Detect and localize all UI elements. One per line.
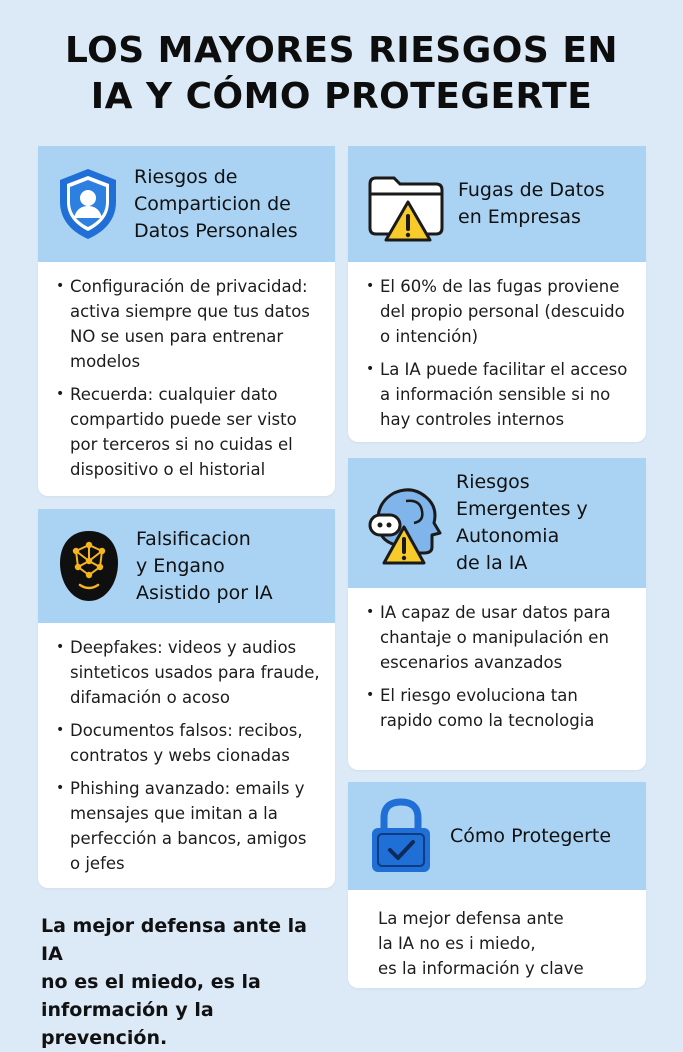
- card-heading: [446, 177, 605, 231]
- page-title: [0, 28, 683, 120]
- card-heading: [122, 526, 273, 607]
- list-item: • El 60% de las fugas proviene del propio personal (descuido o intención): [366, 274, 632, 349]
- card-heading-line: Comparticion de: [134, 192, 291, 215]
- card-header: [38, 509, 335, 623]
- card-heading-line: en Empresas: [458, 206, 581, 228]
- head-warning-icon: [366, 481, 446, 565]
- card-header: [348, 782, 646, 890]
- page-title-line: LOS MAYORES RIESGOS EN: [64, 30, 619, 71]
- card-header: [348, 146, 646, 262]
- card-heading-line: Riesgos de: [134, 165, 238, 188]
- list-item: • Recuerda: cualquier dato compartido puede ser visto por terceros si no cuidas el dispositivo o el historial: [56, 382, 321, 482]
- shield-user-icon: [56, 166, 120, 242]
- bullet-list: [56, 635, 321, 876]
- protect-text-line: es la información y clave: [378, 959, 584, 978]
- list-item: • Deepfakes: videos y audios sinteticos usados para fraude, difamación o acoso: [56, 635, 321, 710]
- lock-check-icon: [366, 796, 436, 876]
- footer-line: La mejor defensa ante la IA: [41, 915, 307, 965]
- card-body: [38, 623, 335, 876]
- bullet-list: [366, 274, 632, 432]
- card-protect: [348, 782, 646, 988]
- card-heading: [436, 823, 611, 850]
- face-network-icon: [56, 527, 122, 605]
- list-item: • Phishing avanzado: emails y mensajes que imitan a la perfección a bancos, amigos o jefes: [56, 776, 321, 876]
- list-item: • El riesgo evoluciona tan rapido como la tecnologia: [366, 683, 632, 733]
- card-heading: [446, 469, 588, 577]
- card-heading-line: Cómo Protegerte: [450, 824, 612, 847]
- card-emerging-risks: [348, 458, 646, 770]
- page-title-line: IA Y CÓMO PROTEGERTE: [90, 76, 593, 117]
- card-heading-line: Falsificacion: [136, 527, 251, 550]
- card-header: [348, 458, 646, 588]
- card-heading-line: Asistido por IA: [136, 581, 273, 604]
- bullet-list: [366, 600, 632, 733]
- card-heading-line: y Engano: [136, 554, 225, 577]
- card-heading-line: Riesgos: [456, 471, 530, 493]
- list-item: • La IA puede facilitar el acceso a información sensible si no hay controles internos: [366, 357, 632, 432]
- folder-warning-icon: [366, 166, 446, 242]
- list-item: • Configuración de privacidad: activa siempre que tus datos NO se usen para entrenar modelos: [56, 274, 321, 374]
- card-header: [38, 146, 335, 262]
- card-body: [348, 890, 646, 981]
- card-heading-line: Datos Personales: [134, 219, 298, 242]
- footer-line: no es el miedo, es la: [41, 971, 261, 993]
- protect-text-line: la IA no es i miedo,: [378, 934, 536, 953]
- card-body: [38, 262, 335, 482]
- card-heading-line: Fugas de Datos: [458, 179, 605, 201]
- card-data-leaks: [348, 146, 646, 442]
- card-heading-line: Autonomia: [456, 525, 560, 547]
- card-heading-line: Emergentes y: [456, 498, 588, 520]
- card-heading: [120, 164, 298, 245]
- card-body: [348, 262, 646, 432]
- footer-line: información y la prevención.: [41, 999, 214, 1049]
- card-heading-line: de la IA: [456, 552, 528, 574]
- list-item: • Documentos falsos: recibos, contratos y webs cionadas: [56, 718, 321, 768]
- card-personal-data: [38, 146, 335, 496]
- footer-statement: [41, 912, 331, 1052]
- card-ai-deception: [38, 509, 335, 888]
- card-body: [348, 588, 646, 733]
- protect-text-line: La mejor defensa ante: [378, 909, 564, 928]
- list-item: • IA capaz de usar datos para chantaje o manipulación en escenarios avanzados: [366, 600, 632, 675]
- bullet-list: [56, 274, 321, 482]
